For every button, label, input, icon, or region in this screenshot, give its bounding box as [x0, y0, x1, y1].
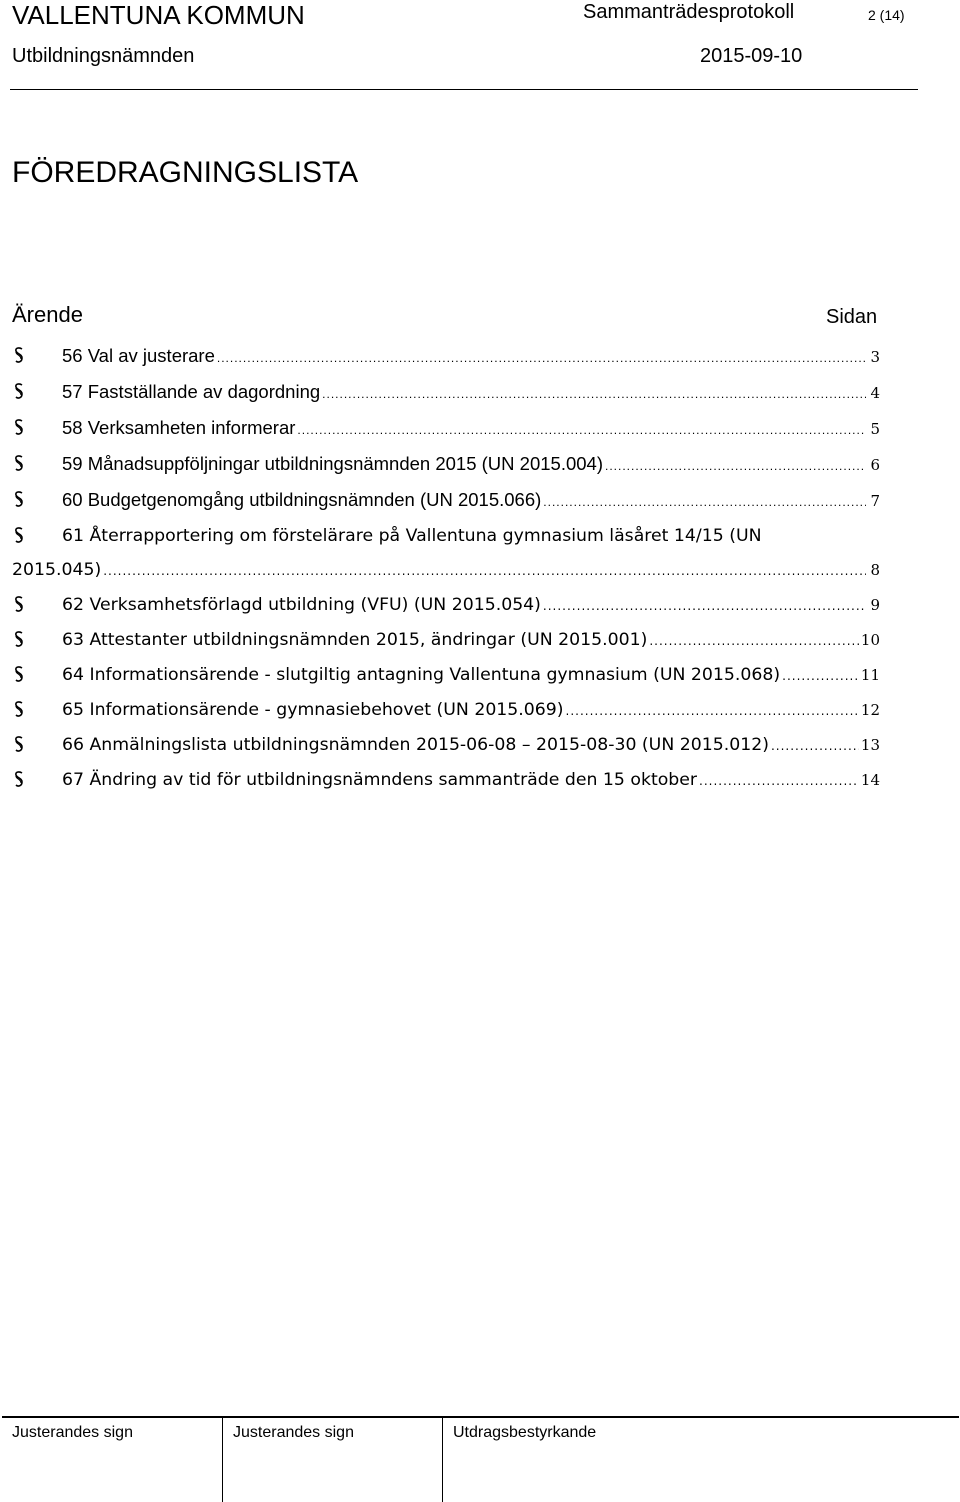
section-bullet-icon — [12, 623, 26, 657]
column-heading-matter: Ärende — [12, 302, 83, 327]
agenda-item-page: 3 — [870, 348, 880, 366]
leader-dots — [699, 764, 859, 798]
section-bullet-icon — [12, 483, 26, 517]
leader-dots — [103, 554, 866, 588]
page-title: FÖREDRAGNINGSLISTA — [12, 156, 359, 189]
agenda-item-text: 58 Verksamheten informerar — [62, 417, 296, 438]
section-bullet-icon — [12, 728, 26, 762]
agenda-item-page: 4 — [870, 384, 880, 402]
agenda-item[interactable] — [12, 623, 880, 658]
section-bullet-icon — [12, 588, 26, 622]
agenda-item-text: 65 Informationsärende - gymnasiebehovet (UN 2015.069) — [62, 700, 564, 720]
agenda-item[interactable] — [12, 447, 880, 483]
agenda-item[interactable] — [12, 588, 880, 623]
agenda-item-page: 11 — [860, 666, 880, 684]
agenda-item[interactable] — [12, 375, 880, 411]
section-bullet-icon — [12, 339, 26, 373]
agenda-item-page: 8 — [870, 561, 880, 579]
page-number: 2 (14) — [868, 7, 905, 23]
agenda-item-text: 60 Budgetgenomgång utbildningsnämnden (UN 2015.066) — [62, 489, 542, 510]
leader-dots — [297, 413, 866, 447]
agenda-item-text: 61 Återrapportering om förstelärare på Vallentuna gymnasium läsåret 14/15 (UN — [62, 526, 762, 546]
leader-dots — [782, 659, 859, 693]
agenda-item-text: 56 Val av justerare — [62, 345, 215, 366]
section-bullet-icon — [12, 658, 26, 692]
agenda-item-text: 62 Verksamhetsförlagd utbildning (VFU) (UN 2015.054) — [62, 595, 541, 615]
agenda-item-page: 7 — [870, 492, 880, 510]
agenda-list — [12, 339, 880, 798]
meeting-date: 2015-09-10 — [700, 45, 803, 67]
leader-dots — [771, 729, 859, 763]
agenda-item-text: 63 Attestanter utbildningsnämnden 2015, ändringar (UN 2015.001) — [62, 630, 648, 650]
certification-box — [442, 1418, 959, 1502]
leader-dots — [649, 624, 859, 658]
leader-dots — [217, 341, 866, 375]
agenda-item-page: 13 — [860, 736, 880, 754]
section-bullet-icon — [12, 693, 26, 727]
agenda-item[interactable] — [12, 763, 880, 798]
organization-name: VALLENTUNA KOMMUN — [12, 0, 305, 30]
agenda-item[interactable] — [12, 411, 880, 447]
section-bullet-icon — [12, 519, 26, 553]
column-heading-page: Sidan — [826, 306, 878, 328]
agenda-item-page: 12 — [860, 701, 880, 719]
signature-label-1: Justerandes sign — [12, 1424, 133, 1441]
signature-footer — [0, 1416, 960, 1502]
signature-label-2: Justerandes sign — [233, 1424, 354, 1441]
agenda-item-text: 59 Månadsuppföljningar utbildningsnämnden 2015 (UN 2015.004) — [62, 453, 603, 474]
leader-dots — [543, 485, 866, 519]
leader-dots — [605, 449, 866, 483]
signature-box-1 — [2, 1418, 222, 1502]
section-bullet-icon — [12, 411, 26, 445]
section-bullet-icon — [12, 375, 26, 409]
certification-label: Utdragsbestyrkande — [453, 1424, 597, 1441]
agenda-item-page: 5 — [870, 420, 880, 438]
document-type: Sammanträdesprotokoll — [583, 1, 795, 23]
agenda-item-text-continued: 2015.045) — [12, 560, 102, 580]
agenda-item-text: 64 Informationsärende - slutgiltig antagning Vallentuna gymnasium (UN 2015.068) — [62, 665, 781, 685]
leader-dots — [322, 377, 866, 411]
agenda-item-text: 57 Fastställande av dagordning — [62, 381, 321, 402]
section-bullet-icon — [12, 447, 26, 481]
agenda-item[interactable] — [12, 658, 880, 693]
agenda-item-page: 14 — [860, 771, 880, 789]
agenda-item-text: 66 Anmälningslista utbildningsnämnden 2015-06-08 – 2015-08-30 (UN 2015.012) — [62, 735, 769, 755]
agenda-item[interactable] — [12, 483, 880, 519]
agenda-item-page: 6 — [870, 456, 880, 474]
agenda-item-page: 10 — [860, 631, 880, 649]
leader-dots — [566, 694, 859, 728]
leader-dots — [543, 589, 866, 623]
agenda-item-text: 67 Ändring av tid för utbildningsnämndens sammanträde den 15 oktober — [62, 770, 698, 790]
section-bullet-icon — [12, 763, 26, 797]
agenda-item[interactable] — [12, 728, 880, 763]
agenda-item[interactable] — [12, 519, 880, 588]
header-divider — [10, 89, 918, 90]
agenda-item-page: 9 — [870, 596, 880, 614]
signature-box-2 — [222, 1418, 443, 1502]
committee-name: Utbildningsnämnden — [12, 45, 195, 67]
agenda-item[interactable] — [12, 339, 880, 375]
agenda-item[interactable] — [12, 693, 880, 728]
